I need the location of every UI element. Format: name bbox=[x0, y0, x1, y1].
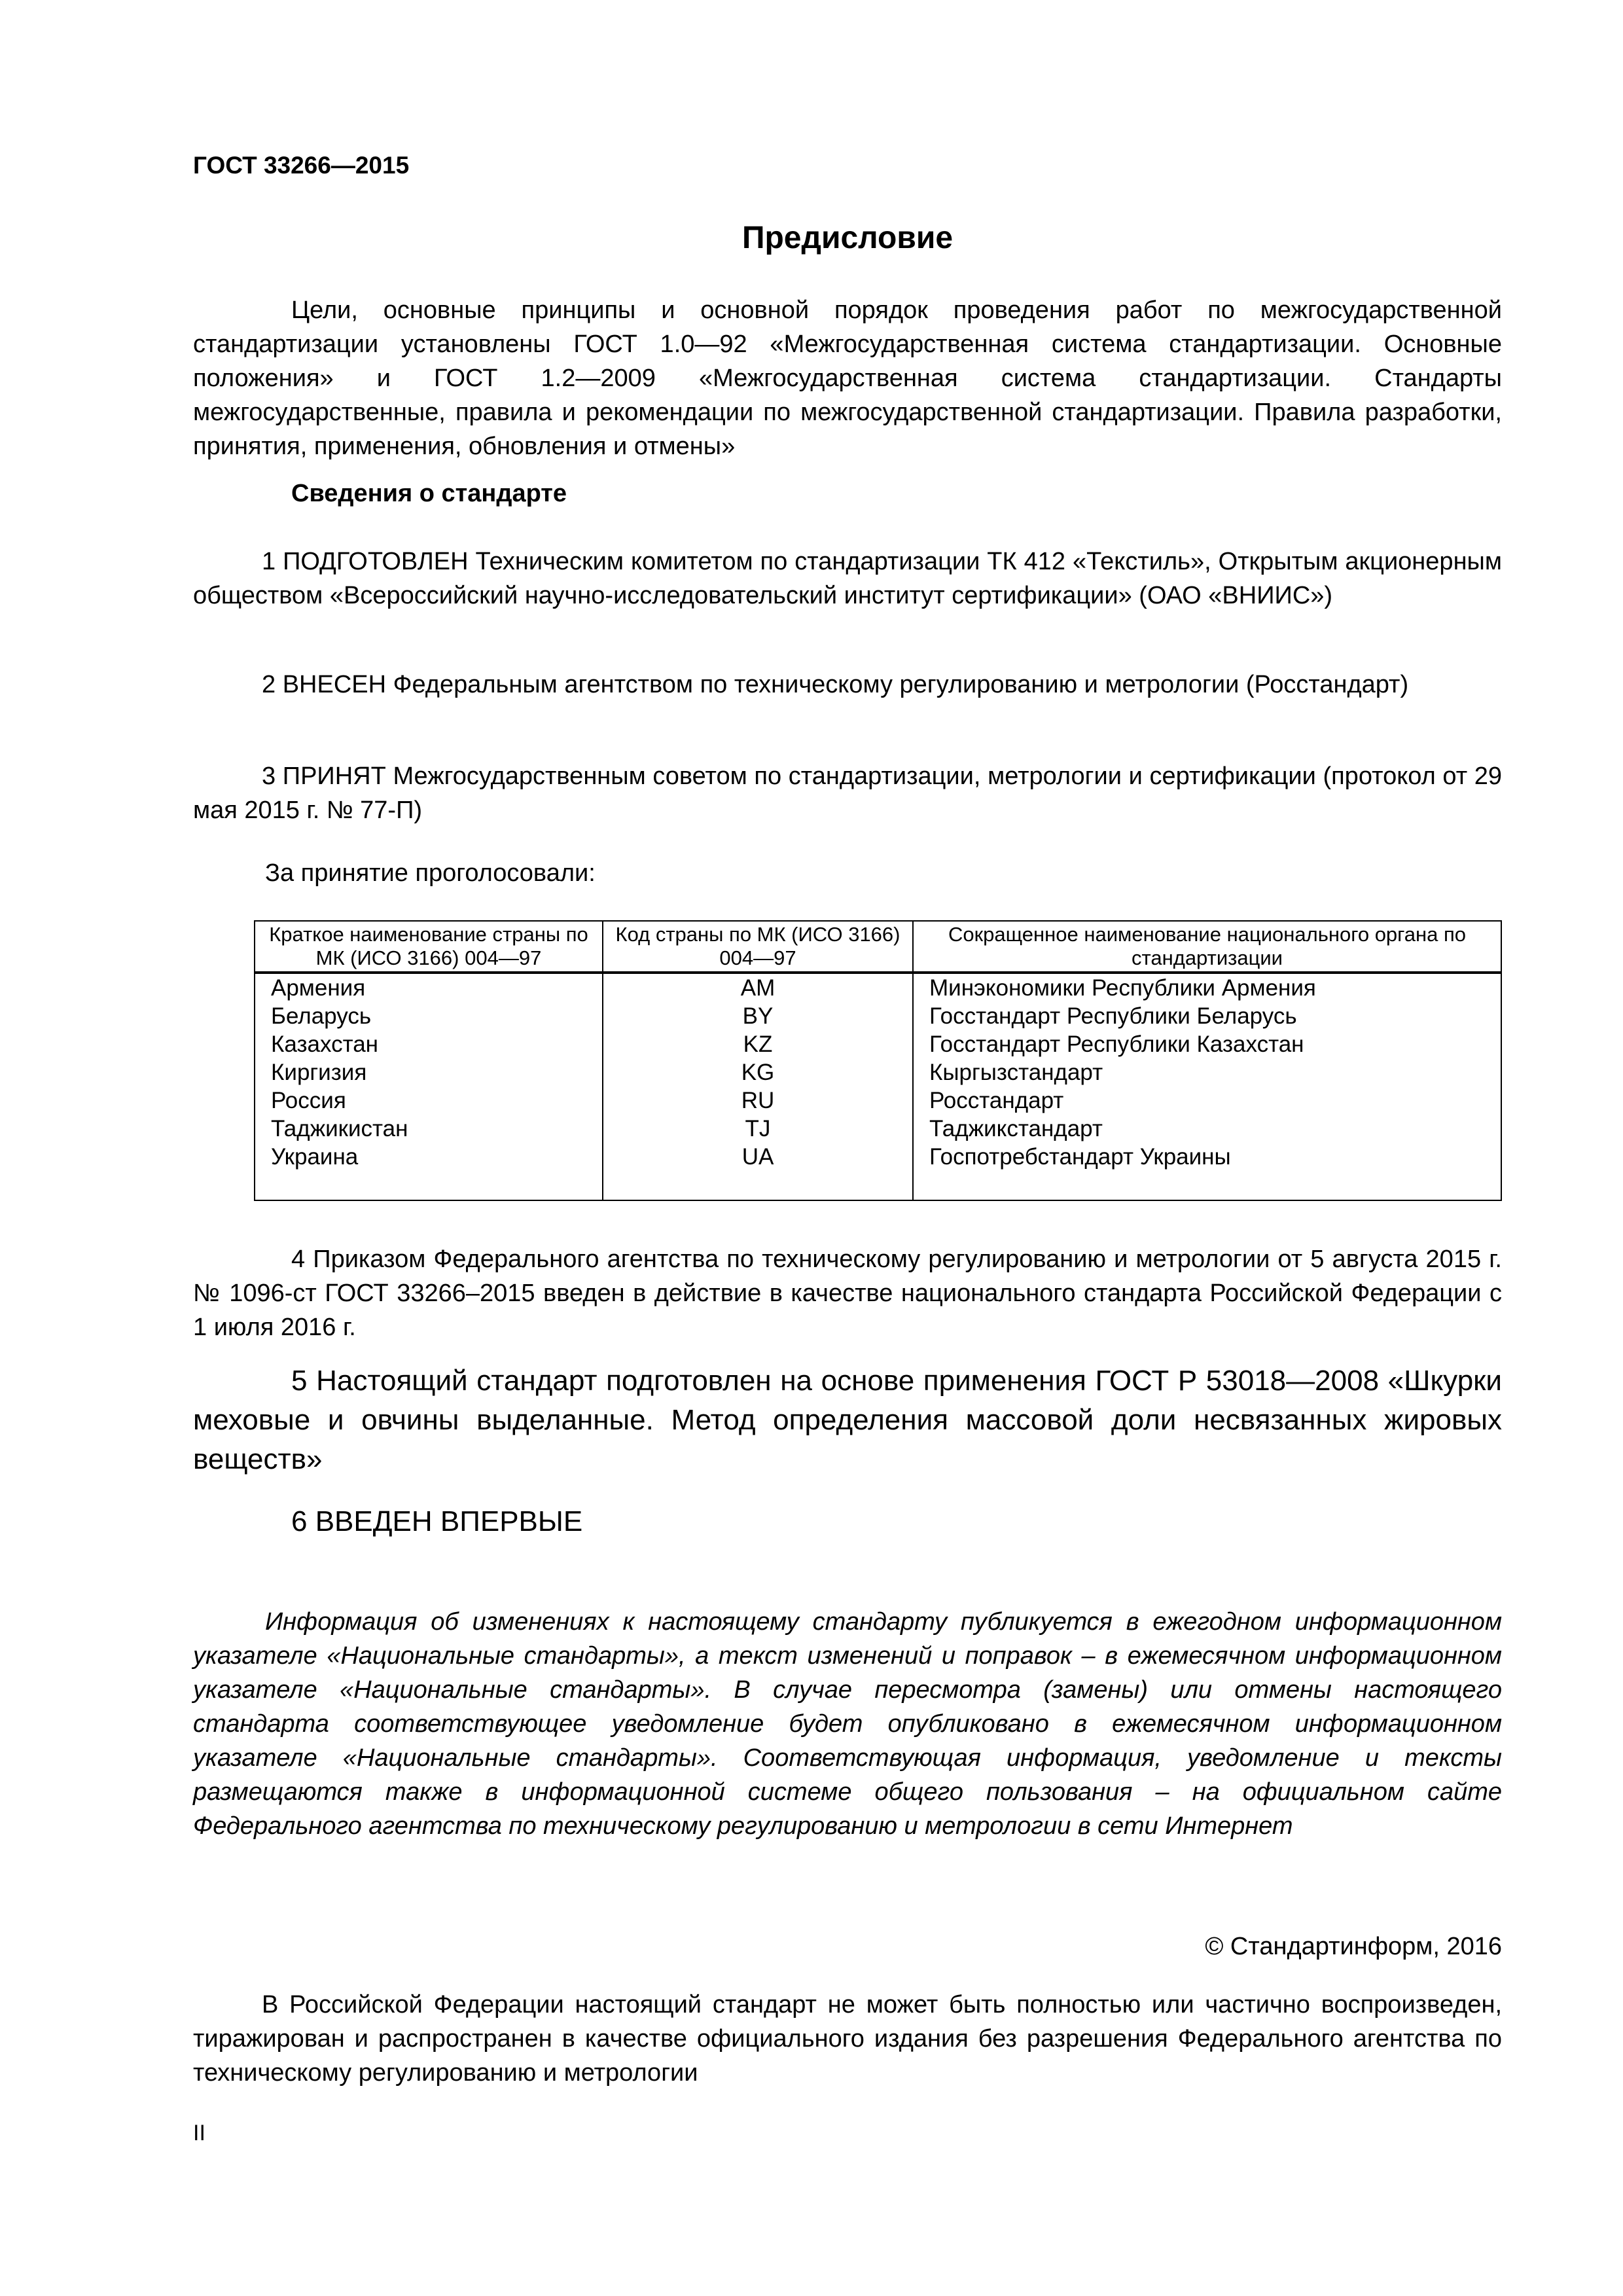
table-header-code: Код страны по МК (ИСО 3166) 004—97 bbox=[603, 921, 913, 973]
item-6-paragraph: 6 ВВЕДЕН ВПЕРВЫЕ bbox=[291, 1505, 583, 1537]
table-row bbox=[255, 1143, 1501, 1200]
code-cell: RU bbox=[603, 1086, 913, 1115]
table-row bbox=[255, 973, 1501, 1002]
table-header-row bbox=[255, 921, 1501, 973]
table-row bbox=[255, 1030, 1501, 1058]
item-4-paragraph: 4 Приказом Федерального агентства по техническому регулированию и метрологии от 5 августа 2015 г. № 1096-ст ГОСТ 33266–2015 введен в действие в качестве национального стандарта Российской Федерации с 1 июля 2016 г. bbox=[193, 1246, 1502, 1341]
table-row bbox=[255, 1115, 1501, 1143]
authority-cell: Госпотребстандарт Украины bbox=[913, 1143, 1501, 1200]
country-cell: Украина bbox=[255, 1143, 603, 1200]
item-1-paragraph: 1 ПОДГОТОВЛЕН Техническим комитетом по стандартизации ТК 412 «Текстиль», Открытым акционерным обществом «Всероссийский научно-исследовательский институт сертификации» (ОАО «ВНИИС») bbox=[193, 548, 1502, 609]
page-number: II bbox=[193, 2121, 205, 2145]
item-3-paragraph: 3 ПРИНЯТ Межгосударственным советом по стандартизации, метрологии и сертификации (протокол от 29 мая 2015 г. № 77-П) bbox=[193, 762, 1502, 824]
table-row bbox=[255, 1058, 1501, 1086]
authority-cell: Минэкономики Республики Армения bbox=[913, 973, 1501, 1002]
authority-cell: Госстандарт Республики Казахстан bbox=[913, 1030, 1501, 1058]
authority-cell: Кыргызстандарт bbox=[913, 1058, 1501, 1086]
document-header: ГОСТ 33266—2015 bbox=[193, 152, 410, 179]
item-5-paragraph: 5 Настоящий стандарт подготовлен на основе применения ГОСТ Р 53018—2008 «Шкурки меховые и овчины выделанные. Метод определения массовой доли несвязанных жировых веществ» bbox=[193, 1365, 1502, 1475]
country-cell: Армения bbox=[255, 973, 603, 1002]
intro-paragraph: Цели, основные принципы и основной порядок проведения работ по межгосударственной стандартизации установлены ГОСТ 1.0—92 «Межгосударственная система стандартизации. Основные положения» и ГОСТ 1.2—2009 «Межгосударственная система стандартизации. Стандарты межгосударственные, правила и рекомендации по межгосударственной стандартизации. Правила разработки, принятия, применения, обновления и отмены» bbox=[193, 296, 1502, 460]
table-header-country: Краткое наименование страны по МК (ИСО 3166) 004—97 bbox=[255, 921, 603, 973]
authority-cell: Росстандарт bbox=[913, 1086, 1501, 1115]
voting-table bbox=[254, 920, 1502, 1201]
voted-label: За принятие проголосовали: bbox=[265, 859, 596, 887]
section-subheading: Сведения о стандарте bbox=[291, 480, 567, 507]
copyright-notice: © Стандартинформ, 2016 bbox=[1205, 1933, 1502, 1960]
code-cell: TJ bbox=[603, 1115, 913, 1143]
reproduction-notice-paragraph: В Российской Федерации настоящий стандарт не может быть полностью или частично воспроизведен, тиражирован и распространен в качестве официального издания без разрешения Федерального агентства по техническому регулированию и метрологии bbox=[193, 1991, 1502, 2087]
country-cell: Казахстан bbox=[255, 1030, 603, 1058]
country-cell: Таджикистан bbox=[255, 1115, 603, 1143]
country-cell: Беларусь bbox=[255, 1002, 603, 1030]
item-2-paragraph: 2 ВНЕСЕН Федеральным агентством по техническому регулированию и метрологии (Росстандарт) bbox=[262, 671, 1409, 698]
country-cell: Россия bbox=[255, 1086, 603, 1115]
country-cell: Киргизия bbox=[255, 1058, 603, 1086]
code-cell: AM bbox=[603, 973, 913, 1002]
info-notice-paragraph: Информация об изменениях к настоящему стандарту публикуется в ежегодном информационном указателе «Национальные стандарты», а текст изменений и поправок – в ежемесячном информационном указателе «Национальные стандарты». В случае пересмотра (замены) или отмены настоящего стандарта соответствующее уведомление будет опубликовано в ежемесячном информационном указателе «Национальные стандарты». Соответствующая информация, уведомление и тексты размещаются также в информационной системе общего пользования – на официальном сайте Федерального агентства по техническому регулированию и метрологии в сети Интернет bbox=[193, 1608, 1502, 1840]
table-header-authority: Сокращенное наименование национального органа по стандартизации bbox=[913, 921, 1501, 973]
code-cell: BY bbox=[603, 1002, 913, 1030]
authority-cell: Таджикстандарт bbox=[913, 1115, 1501, 1143]
table-row bbox=[255, 1002, 1501, 1030]
code-cell: UA bbox=[603, 1143, 913, 1200]
table-row bbox=[255, 1086, 1501, 1115]
code-cell: KZ bbox=[603, 1030, 913, 1058]
code-cell: KG bbox=[603, 1058, 913, 1086]
page-title: Предисловие bbox=[741, 221, 954, 255]
authority-cell: Госстандарт Республики Беларусь bbox=[913, 1002, 1501, 1030]
